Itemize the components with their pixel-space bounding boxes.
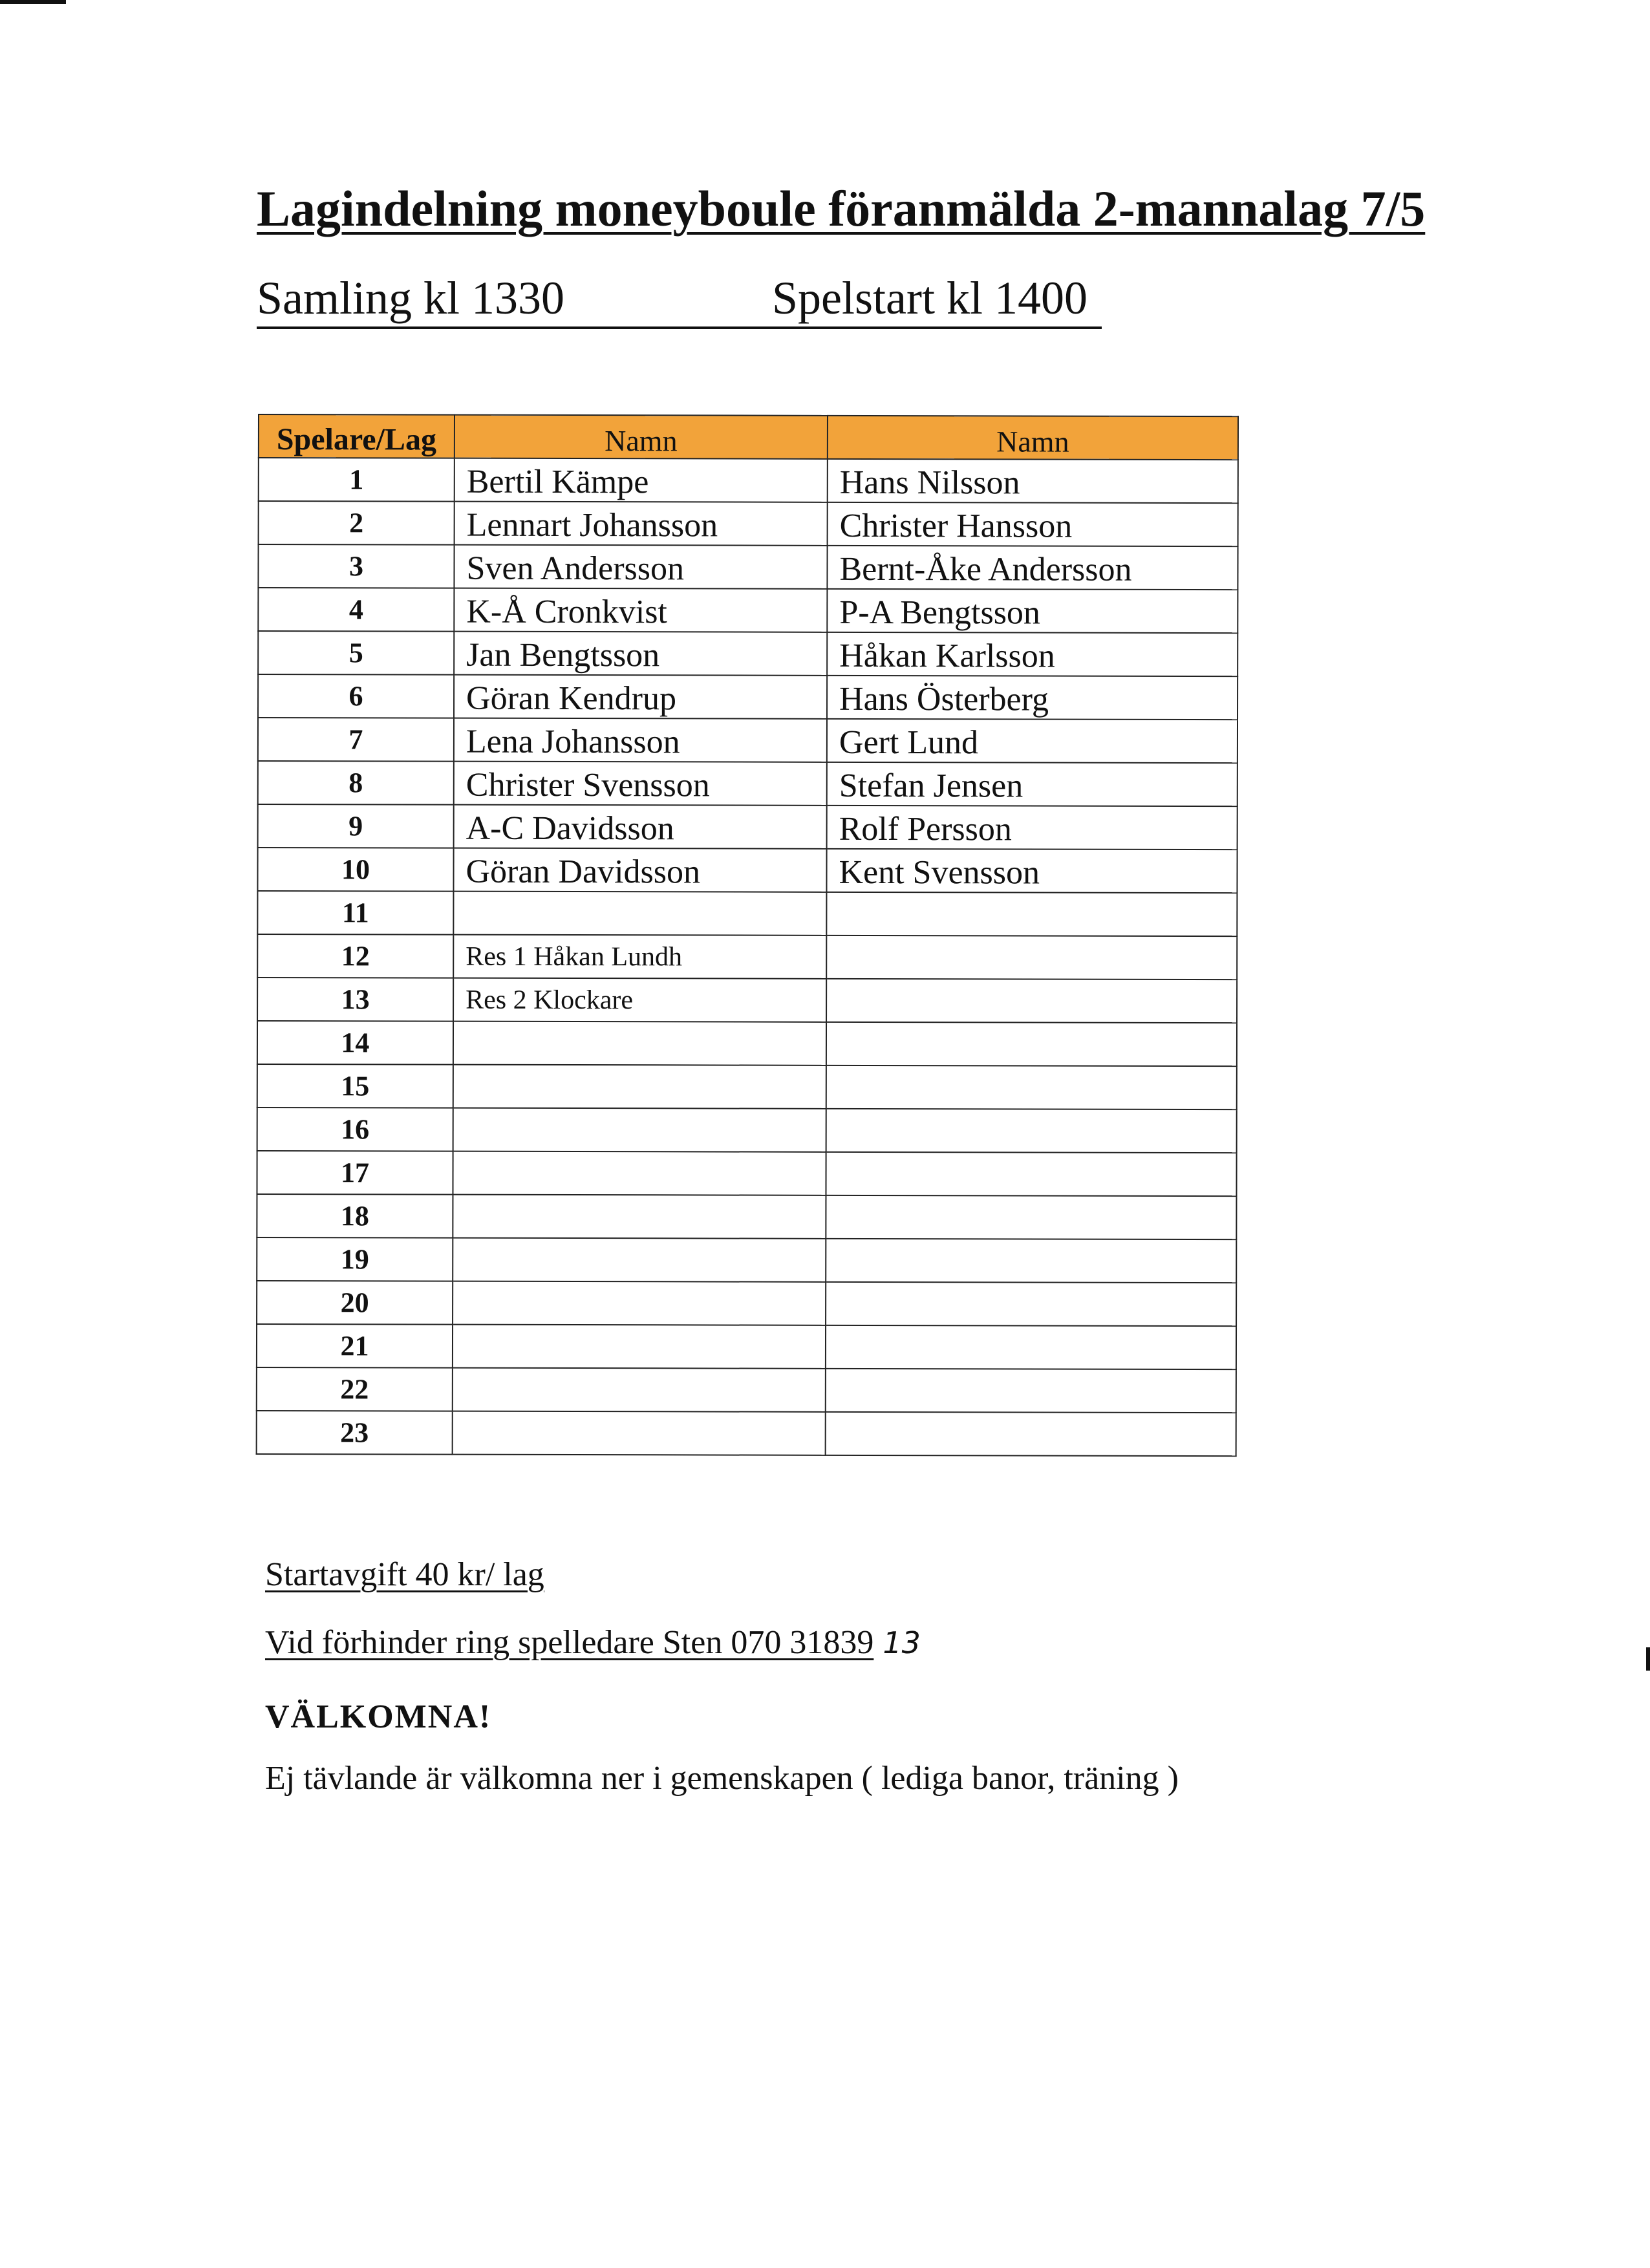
team-table [256,414,1239,1457]
player-name-2: P-A Bengtsson [827,589,1238,633]
team-number: 8 [258,761,454,805]
team-number: 13 [257,978,453,1022]
player-name-1 [453,1195,826,1239]
player-name-1 [453,1411,826,1455]
header-name-2: Namn [828,416,1238,460]
team-number: 18 [257,1194,453,1238]
player-name-2: Rolf Persson [827,806,1238,850]
table-row [257,1194,1236,1239]
spectator-note: Ej tävlande är välkomna ner i gemenskapen ( lediga banor, träning ) [265,1760,1179,1797]
team-number: 4 [258,588,454,632]
team-number: 10 [257,848,453,892]
player-name-1 [453,1151,826,1195]
team-number: 21 [257,1324,453,1368]
table-row [258,588,1238,633]
player-name-1: Res 2 Klockare [453,978,826,1022]
team-number: 16 [257,1107,453,1151]
player-name-2 [826,936,1237,979]
table-row [258,718,1238,763]
table-row [257,1237,1236,1283]
player-name-1: Christer Svensson [454,762,827,806]
player-name-2: Christer Hansson [828,502,1238,546]
table-row [258,761,1238,806]
table-row [257,848,1237,893]
team-number: 20 [257,1281,453,1325]
table-row [258,674,1238,720]
player-name-2: Håkan Karlsson [827,632,1238,676]
team-number: 12 [257,934,453,978]
handwritten-note: 13 [883,1625,921,1660]
player-name-1 [453,1368,826,1412]
team-number: 19 [257,1237,453,1281]
player-name-1: Jan Bengtsson [454,632,827,676]
team-number: 5 [258,631,454,675]
table-row [257,1151,1236,1196]
table-row [257,1021,1237,1066]
document-title: Lagindelning moneyboule föranmälda 2-mannalag 7/5 [257,180,1426,237]
player-name-1: Lena Johansson [454,718,827,762]
player-name-2 [826,1369,1236,1413]
player-name-1: Göran Davidsson [453,848,826,892]
table-row [257,1064,1237,1109]
team-number: 22 [257,1367,453,1411]
table-row [257,1107,1237,1153]
table-header-row [259,414,1238,460]
player-name-2 [826,1152,1236,1196]
player-name-2 [826,1109,1237,1153]
table-row [257,1367,1236,1413]
entry-fee: Startavgift 40 kr/ lag [265,1556,544,1593]
header-player-team: Spelare/Lag [259,414,455,458]
player-name-2 [826,1195,1236,1239]
table-row [259,458,1238,503]
player-name-2: Gert Lund [827,719,1238,763]
player-name-1: Lennart Johansson [455,502,828,546]
table-body [257,458,1238,1456]
contact-text: Vid förhinder ring spelledare Sten 070 31839 [265,1624,874,1661]
player-name-2: Hans Österberg [827,676,1238,720]
table-row [257,891,1237,936]
schedule-line [257,268,1102,329]
player-name-1 [453,1325,826,1369]
table-row [259,501,1238,546]
player-name-2: Kent Svensson [826,849,1237,893]
player-name-1 [453,892,826,936]
player-name-1: K-Å Cronkvist [454,588,827,632]
team-number: 15 [257,1064,453,1108]
player-name-1 [453,1108,826,1152]
player-name-1: A-C Davidsson [454,805,827,849]
player-name-1: Res 1 Håkan Lundh [453,935,826,979]
scan-edge-mark-top [0,0,66,4]
table-row [257,1411,1236,1456]
team-number: 6 [258,674,454,718]
table-row [258,544,1238,590]
team-number: 1 [259,458,455,502]
team-number: 23 [257,1411,453,1455]
table-row [258,631,1238,676]
player-name-1 [453,1238,826,1282]
table-row [257,1281,1236,1326]
player-name-1: Bertil Kämpe [455,458,828,502]
player-name-1 [453,1281,826,1325]
player-name-2 [826,1239,1236,1283]
player-name-2 [826,979,1237,1023]
team-number: 3 [258,544,454,588]
scan-edge-mark-right [1646,1647,1650,1671]
team-number: 14 [257,1021,453,1065]
header-name-1: Namn [455,415,828,459]
player-name-2 [826,1065,1237,1109]
game-start-time: Spelstart kl 1400 [772,272,1088,324]
player-name-2: Stefan Jensen [827,762,1238,806]
team-number: 17 [257,1151,453,1195]
team-number: 7 [258,718,454,762]
team-number: 11 [257,891,453,935]
player-name-1: Göran Kendrup [454,675,827,719]
player-name-1 [453,1065,826,1109]
player-name-2 [826,1412,1236,1456]
table-row [258,804,1238,850]
table-row [257,934,1237,979]
player-name-1 [453,1022,826,1065]
player-name-2 [826,892,1237,936]
gathering-time: Samling kl 1330 [257,272,565,324]
player-name-2: Bernt-Åke Andersson [827,546,1238,590]
player-name-2 [826,1022,1237,1066]
team-number: 2 [259,501,455,545]
contact-line [265,1626,921,1660]
player-name-1: Sven Andersson [454,545,827,589]
table-row [257,1324,1236,1369]
welcome-text: VÄLKOMNA! [265,1698,492,1735]
player-name-2 [826,1282,1236,1326]
player-name-2: Hans Nilsson [828,459,1238,503]
team-number: 9 [258,804,454,848]
table-row [257,978,1237,1023]
player-name-2 [826,1325,1236,1369]
